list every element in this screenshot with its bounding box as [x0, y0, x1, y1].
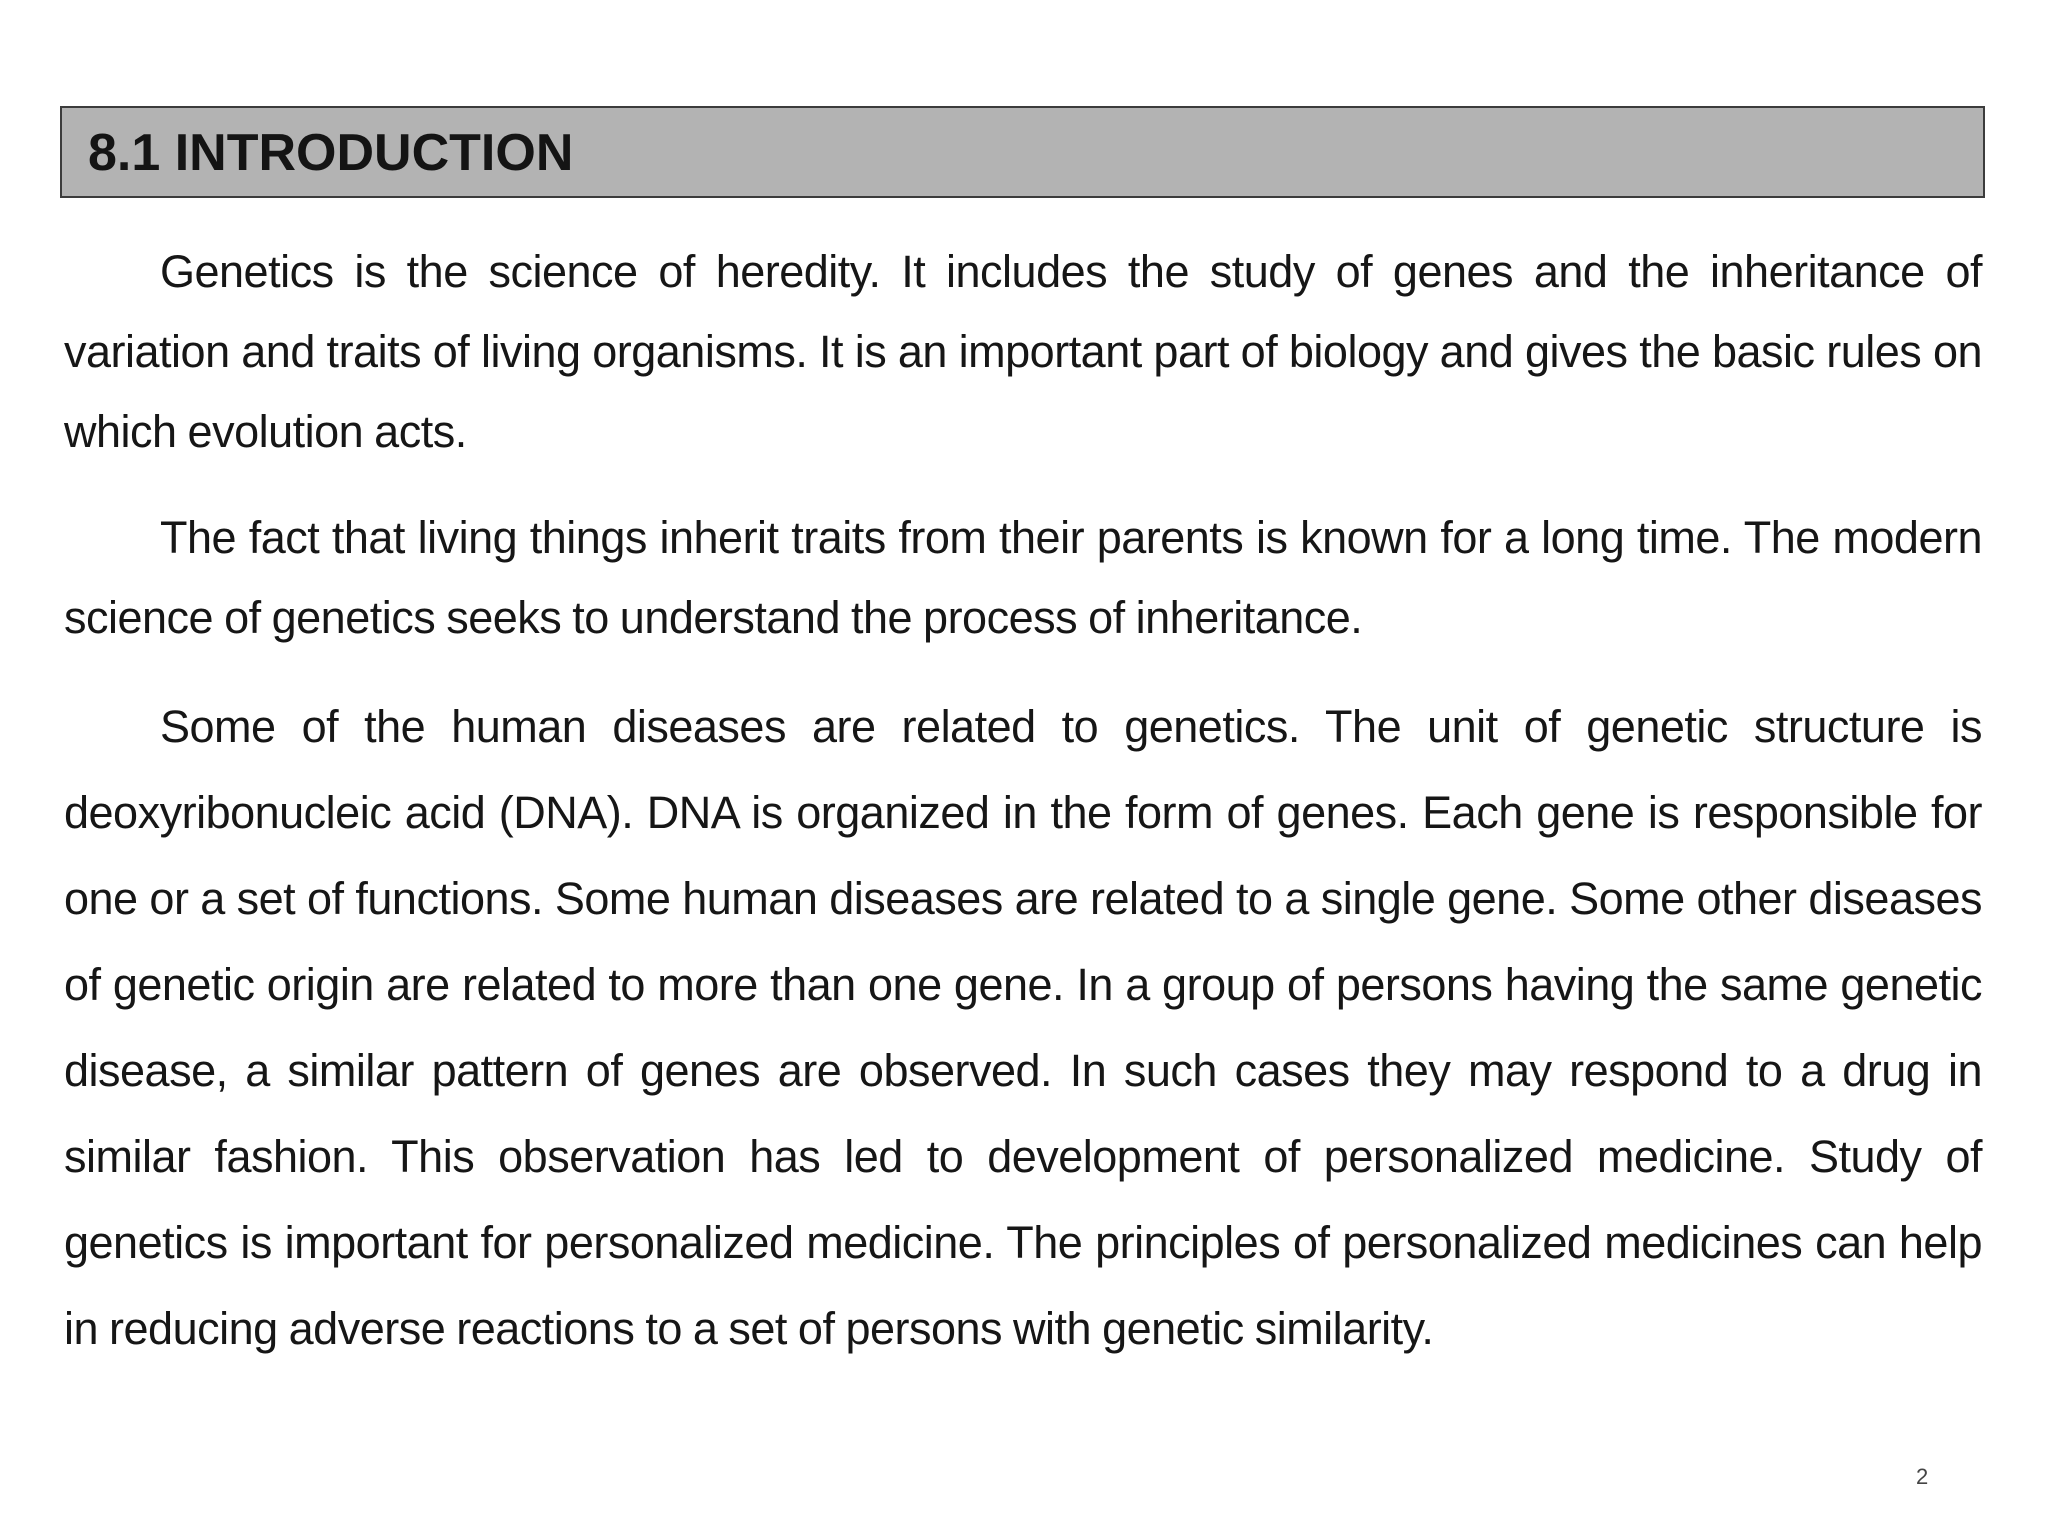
paragraph-2: The fact that living things inherit traits from their parents is known for a long time. The modern science of genetics seeks to understand the process of inheritance. — [64, 512, 1982, 643]
section-heading-bar — [60, 106, 1985, 198]
page-number: 2 — [1916, 1464, 1929, 1489]
body-text — [64, 232, 1982, 1372]
paragraph-3: Some of the human diseases are related to genetics. The unit of genetic structure is deoxyribonucleic acid (DNA). DNA is organized in the form of genes. Each gene is responsible for one or a set of functions. Some human diseases are related to a single gene. Some other diseases of genetic origin are related to more than one gene. In a group of persons having the same genetic disease, a similar pattern of genes are observed. In such cases they may respond to a drug in similar fashion. This observation has led to development of personalized medicine. Study of genetics is important for personalized medicine. The principles of personalized medicines can help in reducing adverse reactions to a set of persons with genetic similarity. — [64, 701, 1982, 1354]
section-heading: 8.1 INTRODUCTION — [88, 124, 574, 182]
paragraph-1: Genetics is the science of heredity. It includes the study of genes and the inheritance of variation and traits of living organisms. It is an important part of biology and gives the basic rules on which evolution acts. — [64, 246, 1982, 457]
